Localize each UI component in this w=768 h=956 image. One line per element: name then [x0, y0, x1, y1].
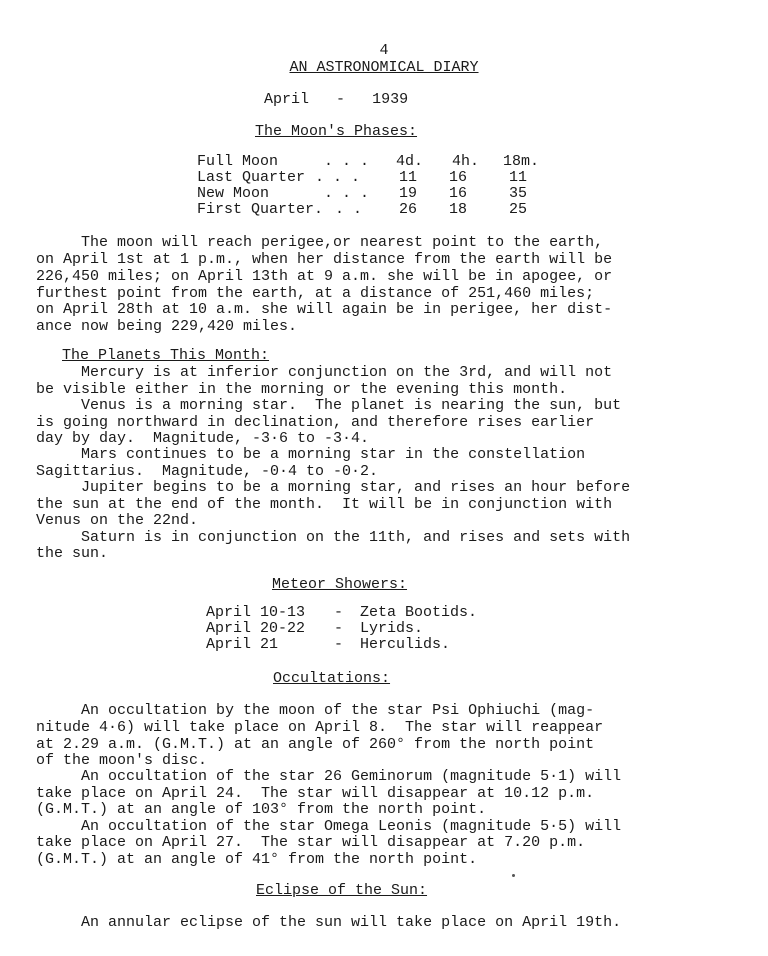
text-line: Jupiter begins to be a morning star, and rises an hour before [36, 479, 631, 496]
meteor-name: Lyrids. [360, 620, 424, 637]
meteor-date: April 21 [206, 636, 279, 653]
meteor-row [206, 621, 477, 637]
phase-name: Full Moon [197, 153, 279, 170]
phase-minutes: 35 [508, 185, 527, 202]
planets-heading-text: The Planets This Month: [62, 347, 270, 364]
phase-hours: 4h. [451, 153, 479, 170]
text-line: on April 1st at 1 p.m., when her distance from the earth will be [36, 251, 613, 268]
meteor-name: Herculids. [360, 636, 451, 653]
phase-days: 26 [398, 201, 417, 218]
occultations-heading [273, 670, 390, 687]
meteors-heading-text: Meteor Showers: [272, 576, 408, 593]
moon-phase-row [197, 186, 539, 202]
phase-days: 19 [398, 185, 417, 202]
meteors-table [206, 605, 477, 653]
phase-dots: . . . [315, 169, 361, 186]
text-line: The moon will reach perigee,or nearest point to the earth, [36, 234, 604, 251]
text-line: the sun at the end of the month. It will be in conjunction with [36, 496, 613, 513]
text-line: the sun. [36, 545, 109, 562]
meteor-dash: - [334, 636, 344, 653]
text-line: be visible either in the morning or the evening this month. [36, 381, 568, 398]
text-line: Mars continues to be a morning star in the constellation [36, 446, 586, 463]
text-line: day by day. Magnitude, -3·6 to -3·4. [36, 430, 370, 447]
text-line: take place on April 27. The star will disappear at 7.20 p.m. [36, 834, 586, 851]
year: 1939 [372, 91, 409, 108]
page-number: 4 [379, 42, 389, 59]
phase-minutes: 11 [508, 169, 527, 186]
meteor-row [206, 605, 477, 621]
text-line: (G.M.T.) at an angle of 41° from the north point. [36, 851, 478, 868]
month: April [264, 91, 310, 108]
moon-phases-table [197, 154, 539, 218]
date-dash: - [336, 91, 346, 108]
text-line: furthest point from the earth, at a distance of 251,460 miles; [36, 285, 595, 302]
text-line: Saturn is in conjunction on the 11th, and rises and sets with [36, 529, 631, 546]
page-title [0, 59, 768, 76]
text-line: Sagittarius. Magnitude, -0·4 to -0·2. [36, 463, 379, 480]
phase-days: 11 [398, 169, 417, 186]
text-line: 226,450 miles; on April 13th at 9 a.m. she will be in apogee, or [36, 268, 613, 285]
text-line: Mercury is at inferior conjunction on the 3rd, and will not [36, 364, 613, 381]
text-line: take place on April 24. The star will disappear at 10.12 p.m. [36, 785, 595, 802]
meteor-dash: - [334, 604, 344, 621]
phase-minutes: 18m. [502, 153, 539, 170]
moon-phases-heading-text: The Moon's Phases: [255, 123, 418, 140]
moon-phases-heading [255, 123, 417, 140]
phase-dots: . . [335, 201, 363, 218]
text-line: nitude 4·6) will take place on April 8. The star will reappear [36, 719, 604, 736]
text-line: An occultation of the star Omega Leonis (magnitude 5·5) will [36, 818, 622, 835]
phase-days: 4d. [395, 153, 423, 170]
meteor-dash: - [334, 620, 344, 637]
moon-phase-row [197, 202, 539, 218]
phase-hours: 16 [448, 169, 467, 186]
text-line: (G.M.T.) at an angle of 103° from the north point. [36, 801, 487, 818]
meteor-name: Zeta Bootids. [360, 604, 478, 621]
text-line: ance now being 229,420 miles. [36, 318, 298, 335]
text-line: on April 28th at 10 a.m. she will again be in perigee, her dist- [36, 301, 613, 318]
moon-phase-row [197, 170, 539, 186]
meteor-date: April 20-22 [206, 620, 306, 637]
text-line: is going northward in declination, and therefore rises earlier [36, 414, 595, 431]
phase-hours: 16 [448, 185, 467, 202]
text-line: An occultation by the moon of the star Psi Ophiuchi (mag- [36, 702, 595, 719]
phase-name: First Quarter. [197, 201, 324, 218]
date-line [264, 91, 408, 108]
meteor-date: April 10-13 [206, 604, 306, 621]
phase-dots: . . . [315, 153, 370, 170]
text-line: Venus on the 22nd. [36, 512, 199, 529]
text-line: of the moon's disc. [36, 752, 208, 769]
phase-minutes: 25 [508, 201, 527, 218]
phase-hours: 18 [448, 201, 467, 218]
moon-phase-row [197, 154, 539, 170]
eclipse-heading [256, 882, 427, 899]
eclipse-heading-text: Eclipse of the Sun: [256, 882, 428, 899]
title-text: AN ASTRONOMICAL DIARY [289, 59, 479, 76]
phase-name: New Moon [197, 185, 270, 202]
planets-heading [62, 347, 269, 364]
text-line: An occultation of the star 26 Geminorum (magnitude 5·1) will [36, 768, 622, 785]
phase-name: Last Quarter [197, 169, 306, 186]
phase-dots: . . . [315, 185, 370, 202]
meteor-row [206, 637, 477, 653]
meteors-heading [272, 576, 407, 593]
ink-speck [512, 874, 515, 877]
eclipse-text: An annular eclipse of the sun will take place on April 19th. [36, 914, 622, 931]
text-line: Venus is a morning star. The planet is nearing the sun, but [36, 397, 622, 414]
text-line: at 2.29 a.m. (G.M.T.) at an angle of 260° from the north point [36, 736, 595, 753]
occultations-heading-text: Occultations: [273, 670, 391, 687]
